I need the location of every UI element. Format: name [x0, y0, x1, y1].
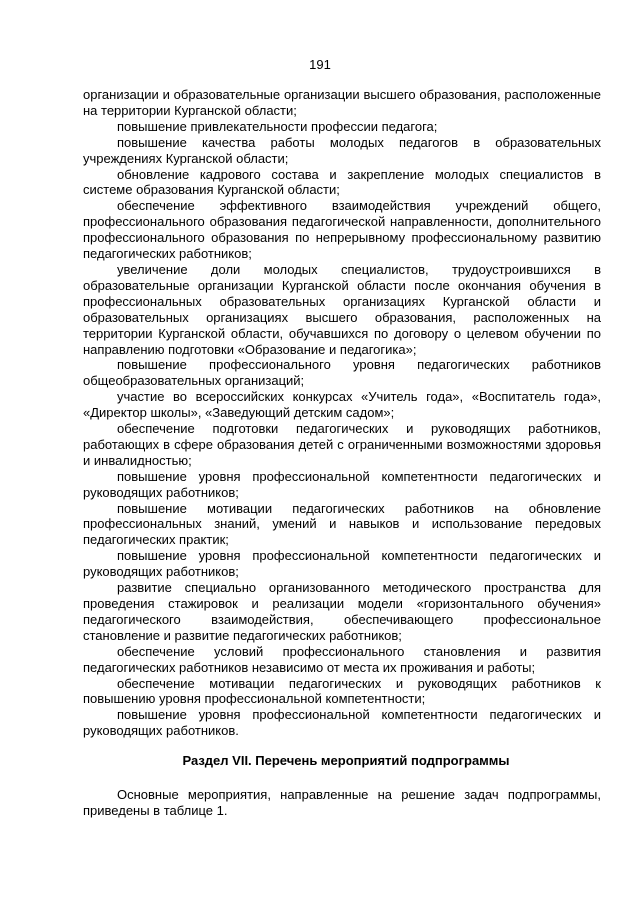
paragraph: обновление кадрового состава и закрепление молодых специалистов в системе образования Курганской области; [83, 166, 601, 198]
paragraph: организации и образовательные организации высшего образования, расположенные на территории Курганской области; [83, 87, 601, 118]
paragraph: обеспечение мотивации педагогических и руководящих работников к повышению уровня профессиональной компетентности; [83, 675, 601, 707]
paragraph: обеспечение условий профессионального становления и развития педагогических работников независимо от места их проживания и работы; [83, 643, 601, 675]
paragraph: повышение мотивации педагогических работников на обновление профессиональных знаний, умений и навыков и использование передовых педагогических практик; [83, 500, 601, 548]
paragraph: повышение качества работы молодых педагогов в образовательных учреждениях Курганской области; [83, 134, 601, 166]
paragraph: обеспечение эффективного взаимодействия учреждений общего, профессионального образования педагогической направленности, дополнительного профессионального образования по непрерывному профессиональному развитию педагогических работников; [83, 198, 601, 262]
paragraph: участие во всероссийских конкурсах «Учитель года», «Воспитатель года», «Директор школы», «Заведующий детским садом»; [83, 389, 601, 421]
paragraph: повышение привлекательности профессии педагога; [117, 118, 438, 134]
paragraph: повышение уровня профессиональной компетентности педагогических и руководящих работников; [83, 548, 601, 580]
paragraph: повышение профессионального уровня педагогических работников общеобразовательных организаций; [83, 357, 601, 389]
document-body [83, 87, 601, 819]
paragraph: повышение уровня профессиональной компетентности педагогических и руководящих работников. [83, 707, 601, 739]
paragraph: обеспечение подготовки педагогических и руководящих работников, работающих в сфере образования детей с ограниченными возможностями здоровья и инвалидностью; [83, 421, 601, 468]
section-heading: Раздел VII. Перечень мероприятий подпрограммы [182, 753, 510, 769]
paragraph: увеличение доли молодых специалистов, трудоустроившихся в образовательные организации Курганской области после окончания обучения в профессиональных образовательных организациях Курганской области и образовательных организациях высшего образования, расположенных на территории Курганской области, обучавшихся по договору о целевом обучении по направлению подготовки «Образование и педагогика»; [83, 261, 601, 357]
section-intro: Основные мероприятия, направленные на решение задач подпрограммы, приведены в таблице 1. [83, 787, 601, 819]
page-number: 191 [309, 57, 331, 72]
paragraph: повышение уровня профессиональной компетентности педагогических и руководящих работников; [83, 468, 601, 500]
paragraph: развитие специально организованного методического пространства для проведения стажировок и реализации модели «горизонтального обучения» педагогического взаимодействия, обеспечивающего профессиональное становление и развитие педагогических работников; [83, 580, 601, 643]
